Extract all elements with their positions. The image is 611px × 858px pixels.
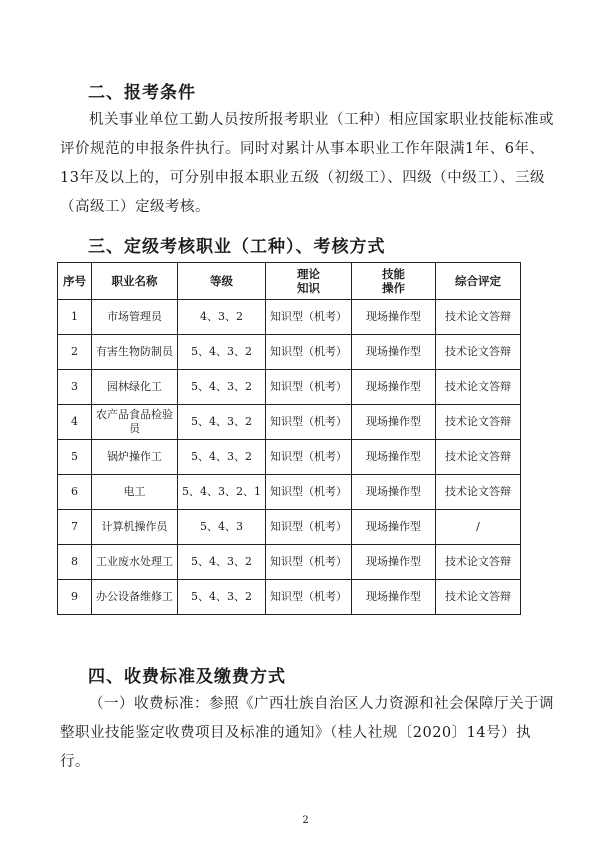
cell-level: 5、4、3、2 [178, 335, 266, 370]
cell-theory: 知识型（机考） [266, 335, 352, 370]
cell-theory: 知识型（机考） [266, 440, 352, 475]
cell-name: 工业废水处理工 [92, 545, 178, 580]
cell-comprehensive: / [436, 510, 521, 545]
section-3-heading: 三、定级考核职业（工种）、考核方式 [88, 237, 386, 257]
section-2-heading: 二、报考条件 [88, 83, 196, 103]
cell-theory: 知识型（机考） [266, 545, 352, 580]
section-4-heading: 四、收费标准及缴费方式 [88, 667, 286, 687]
cell-no: 4 [58, 405, 92, 440]
cell-level: 4、3、2 [178, 300, 266, 335]
cell-theory: 知识型（机考） [266, 580, 352, 615]
cell-name: 锅炉操作工 [92, 440, 178, 475]
cell-level: 5、4、3、2 [178, 580, 266, 615]
table-row [58, 335, 521, 370]
cell-no: 8 [58, 545, 92, 580]
table-row [58, 580, 521, 615]
cell-comprehensive: 技术论文答辩 [436, 475, 521, 510]
cell-no: 9 [58, 580, 92, 615]
table-row [58, 440, 521, 475]
cell-comprehensive: 技术论文答辩 [436, 545, 521, 580]
cell-comprehensive: 技术论文答辩 [436, 370, 521, 405]
cell-name: 园林绿化工 [92, 370, 178, 405]
table-row [58, 370, 521, 405]
table-row [58, 475, 521, 510]
header-comprehensive: 综合评定 [436, 263, 521, 300]
cell-skill: 现场操作型 [352, 545, 436, 580]
header-no: 序号 [58, 263, 92, 300]
cell-level: 5、4、3、2、1 [178, 475, 266, 510]
header-theory: 理论 知识 [266, 263, 352, 300]
cell-theory: 知识型（机考） [266, 510, 352, 545]
section-4-paragraph: （一）收费标准：参照《广西壮族自治区人力资源和社会保障厅关于调整职业技能鉴定收费项目及标准的通知》（桂人社规〔2020〕14号）执行。 [60, 696, 554, 770]
cell-skill: 现场操作型 [352, 580, 436, 615]
cell-theory: 知识型（机考） [266, 475, 352, 510]
cell-comprehensive: 技术论文答辩 [436, 335, 521, 370]
cell-skill: 现场操作型 [352, 440, 436, 475]
cell-no: 3 [58, 370, 92, 405]
cell-name: 电工 [92, 475, 178, 510]
cell-name: 市场管理员 [92, 300, 178, 335]
table-row [58, 510, 521, 545]
page-number: 2 [302, 815, 309, 826]
cell-theory: 知识型（机考） [266, 405, 352, 440]
table-row [58, 405, 521, 440]
cell-skill: 现场操作型 [352, 370, 436, 405]
table-row [58, 300, 521, 335]
section-2-paragraph: 机关事业单位工勤人员按所报考职业（工种）相应国家职业技能标准或评价规范的申报条件执行。同时对累计从事本职业工作年限满1年、6年、13年及以上的，可分别申报本职业五级（初级工）、四级（中级工）、三级（高级工）定级考核。 [60, 112, 554, 215]
cell-skill: 现场操作型 [352, 475, 436, 510]
cell-name: 计算机操作员 [92, 510, 178, 545]
header-name: 职业名称 [92, 263, 178, 300]
cell-level: 5、4、3、2 [178, 405, 266, 440]
cell-comprehensive: 技术论文答辩 [436, 580, 521, 615]
cell-skill: 现场操作型 [352, 335, 436, 370]
cell-level: 5、4、3、2 [178, 370, 266, 405]
cell-theory: 知识型（机考） [266, 300, 352, 335]
occupation-table [57, 262, 521, 615]
cell-no: 1 [58, 300, 92, 335]
header-level: 等级 [178, 263, 266, 300]
header-skill: 技能 操作 [352, 263, 436, 300]
cell-skill: 现场操作型 [352, 300, 436, 335]
cell-skill: 现场操作型 [352, 405, 436, 440]
cell-comprehensive: 技术论文答辩 [436, 405, 521, 440]
cell-theory: 知识型（机考） [266, 370, 352, 405]
cell-level: 5、4、3、2 [178, 440, 266, 475]
table-header-row [58, 263, 521, 300]
cell-no: 5 [58, 440, 92, 475]
cell-comprehensive: 技术论文答辩 [436, 300, 521, 335]
cell-no: 6 [58, 475, 92, 510]
cell-skill: 现场操作型 [352, 510, 436, 545]
cell-no: 2 [58, 335, 92, 370]
cell-name: 农产品食品检验员 [92, 405, 178, 440]
table-row [58, 545, 521, 580]
cell-no: 7 [58, 510, 92, 545]
cell-level: 5、4、3 [178, 510, 266, 545]
cell-level: 5、4、3、2 [178, 545, 266, 580]
cell-name: 办公设备维修工 [92, 580, 178, 615]
cell-comprehensive: 技术论文答辩 [436, 440, 521, 475]
cell-name: 有害生物防制员 [92, 335, 178, 370]
